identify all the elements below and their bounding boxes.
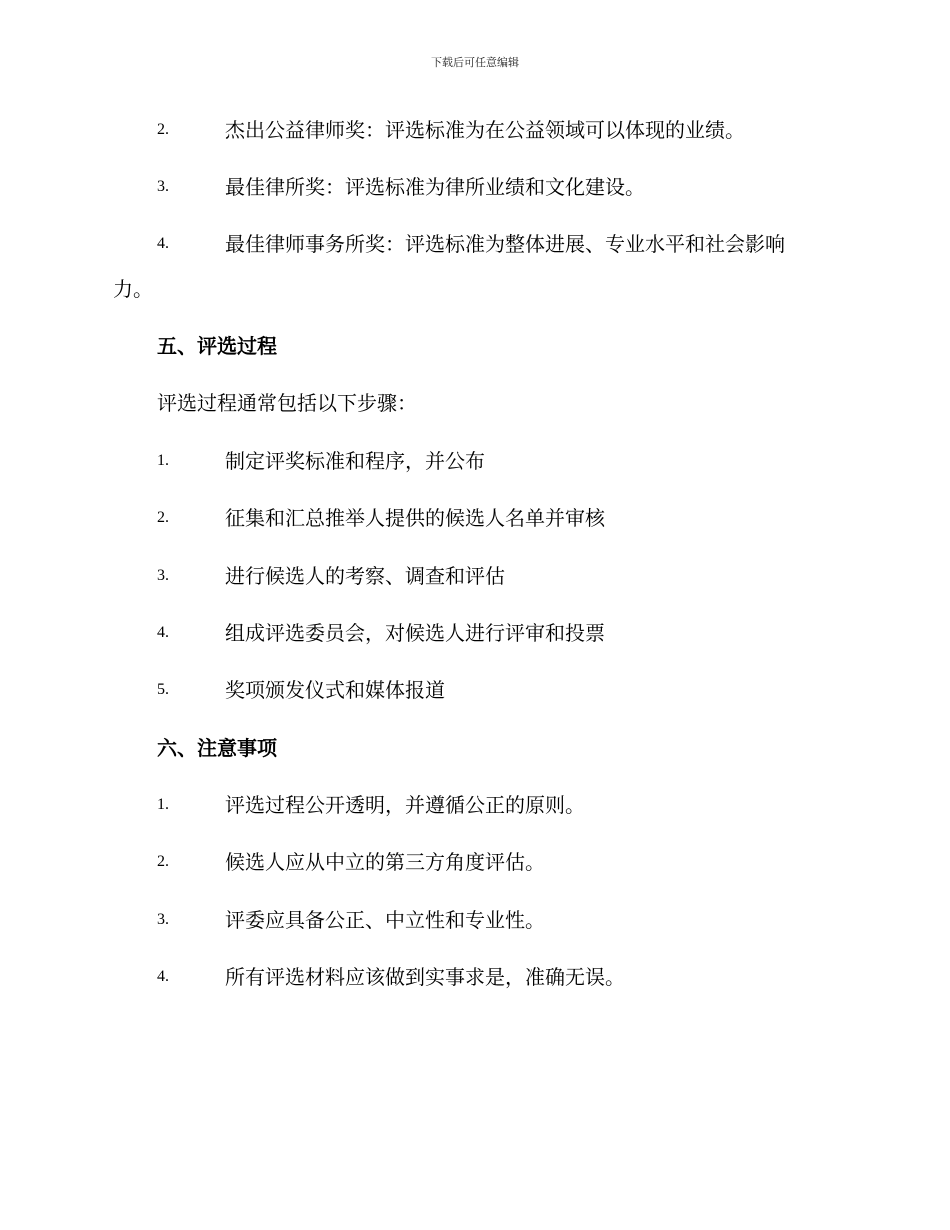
list-item-text: 征集和汇总推举人提供的候选人名单并审核 xyxy=(225,506,605,530)
list-item-text-continuation: 力。 xyxy=(113,277,153,301)
list-number: 3. xyxy=(157,178,169,195)
list-number: 1. xyxy=(157,796,169,813)
list-number: 5. xyxy=(157,681,169,698)
paragraph: 评选过程通常包括以下步骤： xyxy=(157,391,417,415)
list-number: 2. xyxy=(157,853,169,870)
list-number: 1. xyxy=(157,452,169,469)
list-item-text: 所有评选材料应该做到实事求是，准确无误。 xyxy=(225,965,625,989)
section-heading: 六、注意事项 xyxy=(157,736,277,760)
list-item-text: 最佳律师事务所奖：评选标准为整体进展、专业水平和社会影响 xyxy=(225,232,785,256)
list-item-text: 制定评奖标准和程序，并公布 xyxy=(225,449,485,473)
list-number: 2. xyxy=(157,121,169,138)
list-item-text: 奖项颁发仪式和媒体报道 xyxy=(225,678,445,702)
page-header: 下载后可任意编辑 xyxy=(431,56,519,69)
list-item-text: 最佳律所奖：评选标准为律所业绩和文化建设。 xyxy=(225,175,645,199)
list-number: 4. xyxy=(157,968,169,985)
list-item-text: 组成评选委员会，对候选人进行评审和投票 xyxy=(225,621,605,645)
list-item-text: 候选人应从中立的第三方角度评估。 xyxy=(225,850,545,874)
list-number: 4. xyxy=(157,624,169,641)
list-item-text: 进行候选人的考察、调查和评估 xyxy=(225,564,505,588)
section-heading: 五、评选过程 xyxy=(157,334,277,358)
list-number: 4. xyxy=(157,235,169,252)
list-number: 3. xyxy=(157,911,169,928)
list-item-text: 杰出公益律师奖：评选标准为在公益领域可以体现的业绩。 xyxy=(225,118,745,142)
list-number: 2. xyxy=(157,509,169,526)
list-number: 3. xyxy=(157,567,169,584)
list-item-text: 评委应具备公正、中立性和专业性。 xyxy=(225,908,545,932)
list-item-text: 评选过程公开透明，并遵循公正的原则。 xyxy=(225,793,585,817)
